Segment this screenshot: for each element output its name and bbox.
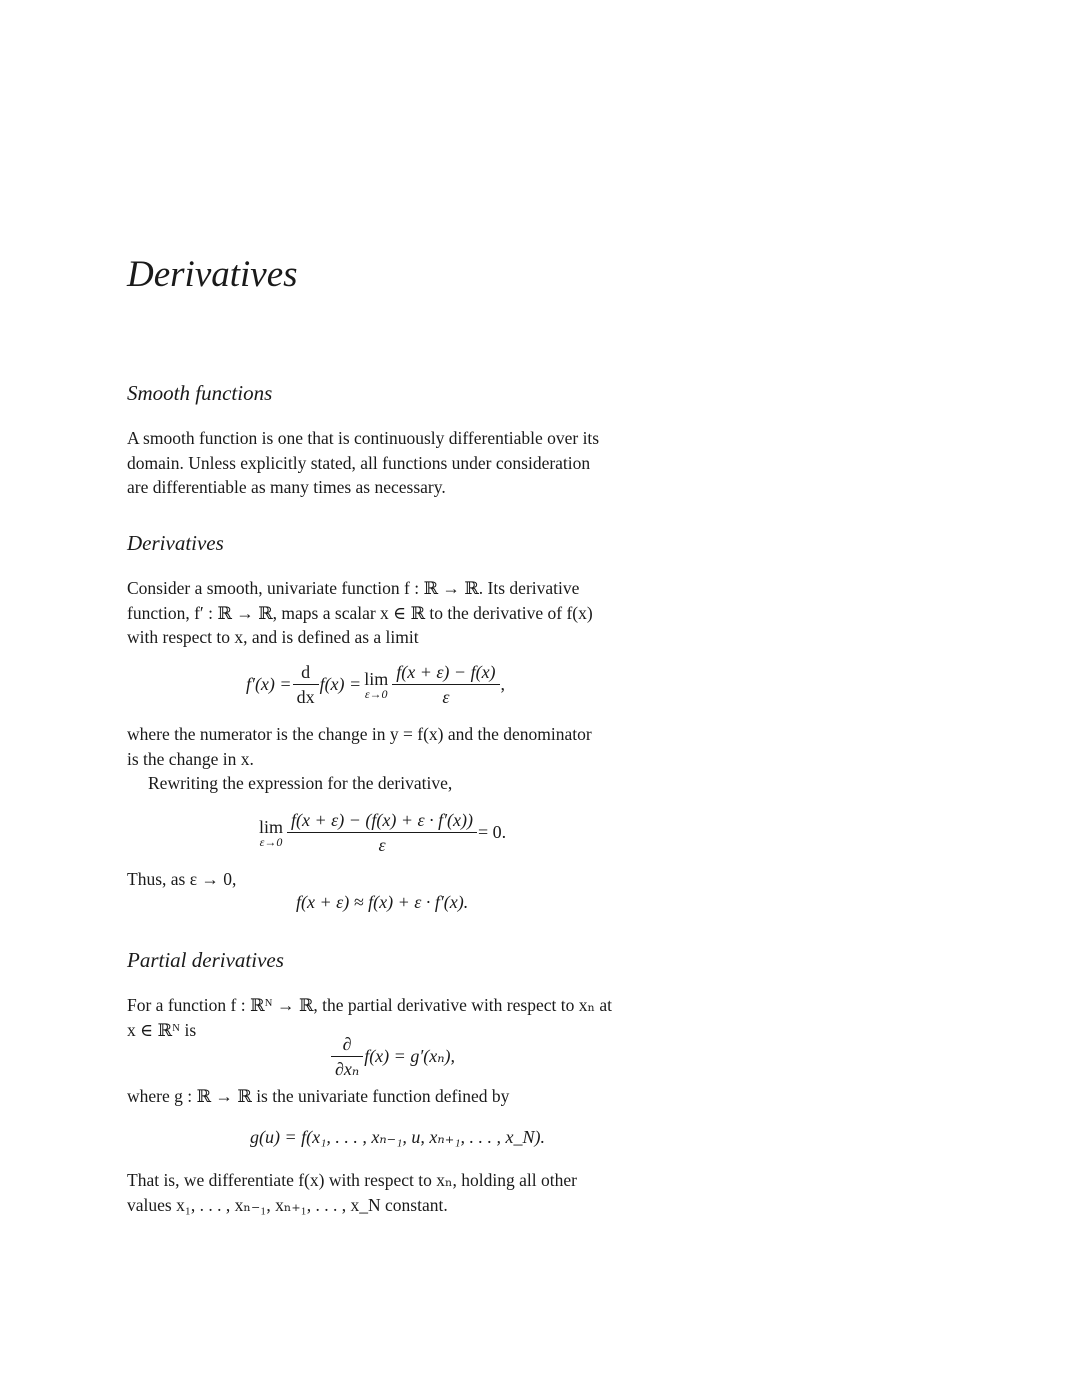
text-line: For a function f : ℝᴺ → ℝ, the partial derivative with respect to xₙ at	[127, 995, 613, 1015]
limit-subscript: ε→0	[259, 834, 283, 849]
text-line: where the numerator is the change in y = f(x) and the denominator	[127, 724, 592, 744]
section-title-partial-derivatives: Partial derivatives	[127, 948, 284, 972]
fraction-numerator: d	[301, 662, 311, 682]
fraction-d-dx	[295, 662, 317, 707]
text-line: values x₁, . . . , xₙ₋₁, xₙ₊₁, . . . , x_N constant.	[127, 1194, 448, 1215]
equation-middle: f(x) =	[319, 674, 362, 694]
section-title-smooth-functions: Smooth functions	[127, 381, 273, 405]
text-line: Thus, as ε → 0,	[127, 869, 237, 889]
text-line: A smooth function is one that is continuously differentiable over its	[127, 428, 600, 448]
text-line: Rewriting the expression for the derivative,	[148, 773, 453, 794]
fraction-denominator: ε	[287, 832, 477, 855]
limit-label: lim	[259, 816, 284, 837]
limit-operator	[364, 670, 388, 700]
equation-lhs: f′(x) =	[246, 674, 292, 694]
text-line: is the change in x.	[127, 748, 254, 769]
chapter-title: Derivatives	[127, 254, 298, 295]
text-line: x ∈ ℝᴺ is	[127, 1019, 197, 1040]
text-line: That is, we differentiate f(x) with respect to xₙ, holding all other	[127, 1170, 577, 1190]
text-line: function, f′ : ℝ → ℝ, maps a scalar x ∈ ℝ to the derivative of f(x)	[127, 602, 593, 623]
limit-label: lim	[364, 668, 389, 689]
equation-rewritten-limit	[256, 810, 506, 855]
equation-rhs: = 0.	[478, 822, 507, 842]
paragraph-thus	[127, 867, 687, 892]
equation-rhs: f(x) = g′(xₙ),	[364, 1046, 456, 1066]
paragraph-smooth-functions	[127, 426, 687, 500]
equation-trailing-comma: ,	[500, 674, 506, 694]
fraction-denominator: ∂xₙ	[331, 1056, 363, 1079]
equation-derivative-definition	[246, 662, 505, 707]
equation-univariate-g: g(u) = f(x₁, . . . , xₙ₋₁, u, xₙ₊₁, . . . , x_N).	[250, 1127, 545, 1147]
text-line: are differentiable as many times as necessary.	[127, 477, 446, 498]
limit-subscript: ε→0	[364, 686, 388, 701]
fraction-numerator: f(x + ε) − (f(x) + ε · f′(x))	[291, 810, 474, 830]
text-line: Consider a smooth, univariate function f : ℝ → ℝ. Its derivative	[127, 578, 580, 598]
fraction-denominator: dx	[293, 684, 319, 707]
text-line: domain. Unless explicitly stated, all functions under consideration	[127, 452, 591, 473]
text-line: with respect to x, and is defined as a limit	[127, 627, 419, 648]
fraction-denominator: ε	[392, 684, 499, 707]
limit-operator	[259, 818, 283, 848]
equation-approximation: f(x + ε) ≈ f(x) + ε · f′(x).	[296, 892, 469, 912]
equation-partial-derivative	[330, 1034, 455, 1079]
fraction-numerator: f(x + ε) − f(x)	[396, 662, 496, 682]
section-title-derivatives: Derivatives	[127, 531, 224, 555]
fraction-partial	[333, 1034, 361, 1079]
paragraph-derivatives-explanation	[127, 722, 687, 796]
fraction-numerator: ∂	[342, 1034, 352, 1054]
paragraph-derivatives-intro	[127, 576, 687, 650]
paragraph-partial-closing	[127, 1168, 687, 1217]
paragraph-partial-where	[127, 1084, 687, 1109]
fraction-rewritten	[289, 810, 475, 855]
fraction-difference-quotient	[394, 662, 497, 707]
text-line: where g : ℝ → ℝ is the univariate function defined by	[127, 1086, 510, 1106]
